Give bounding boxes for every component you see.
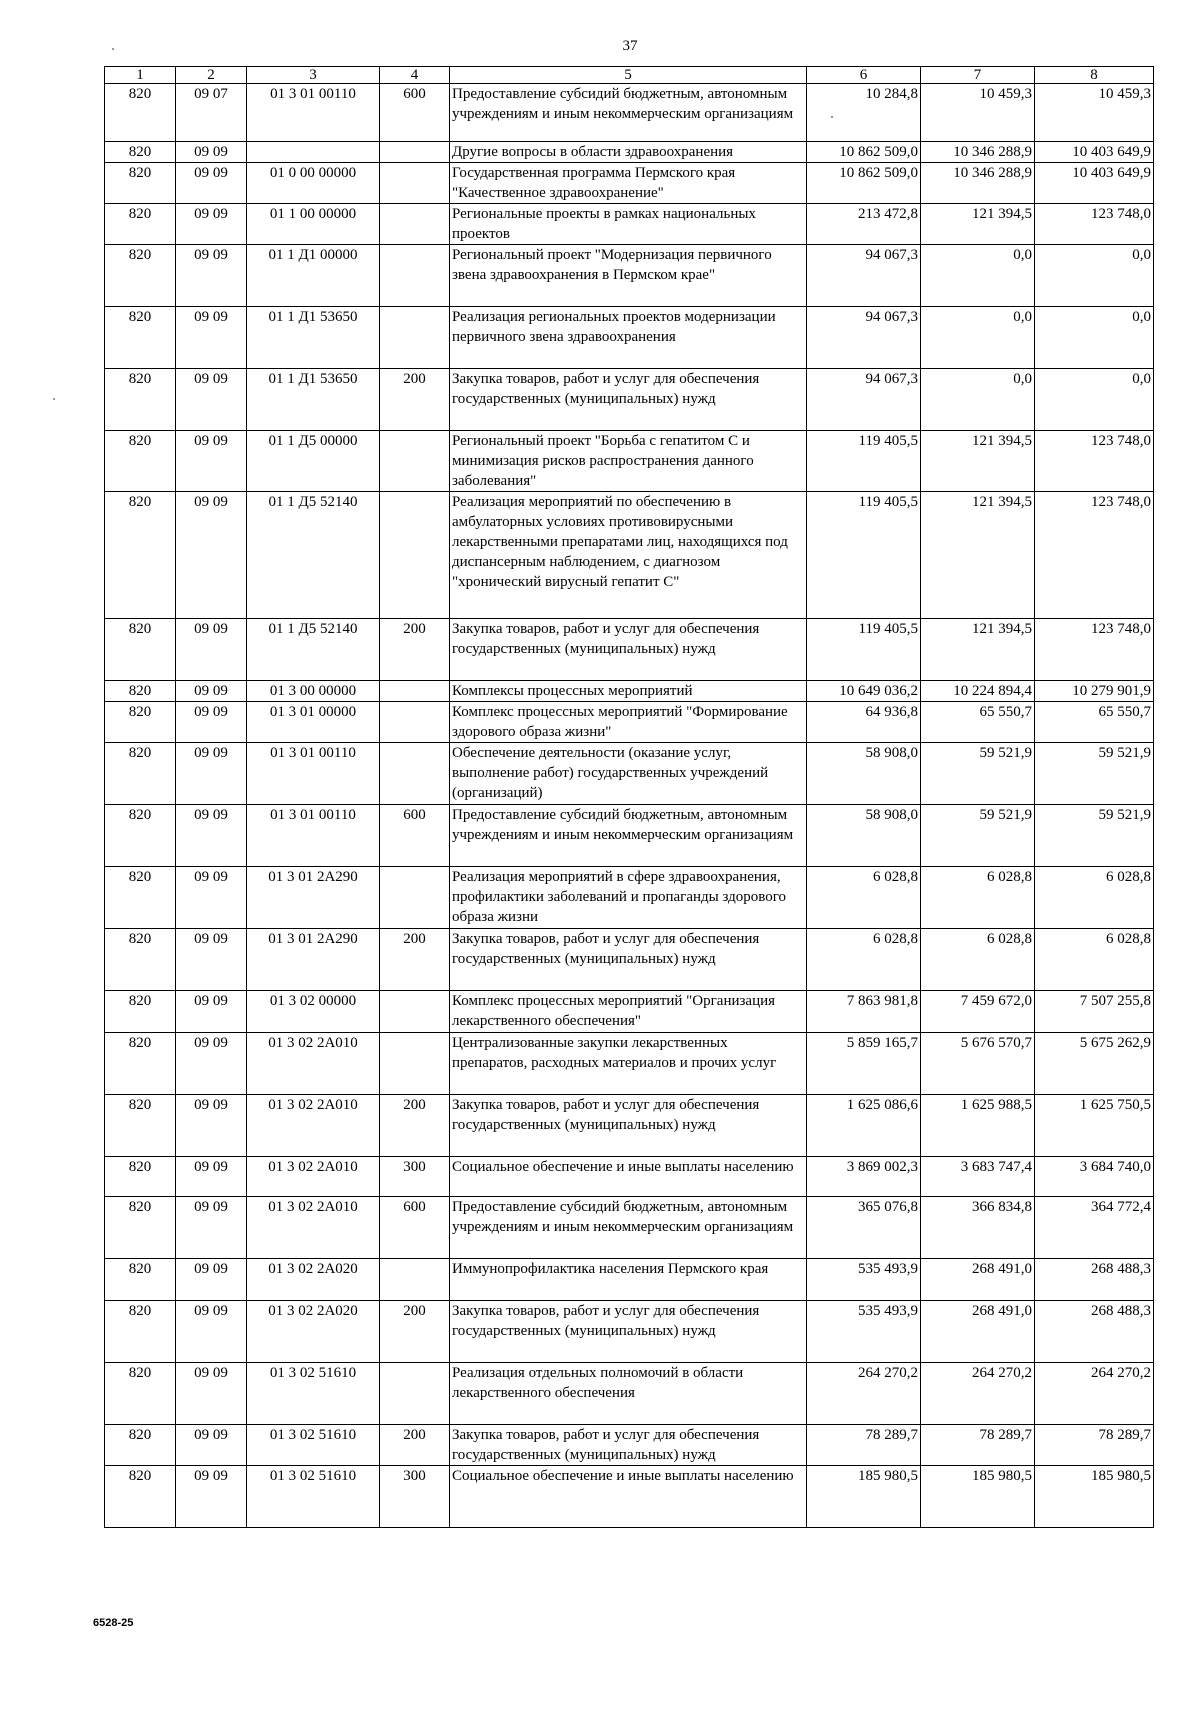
cell-description: Региональный проект "Борьба с гепатитом С и минимизация рисков распространения данного заболевания"	[450, 431, 807, 492]
table-body	[105, 84, 1154, 1528]
cell-amount-col7: 7 459 672,0	[921, 991, 1035, 1033]
cell-section-code: 09 09	[176, 1259, 247, 1301]
cell-amount-col8: 0,0	[1035, 307, 1154, 369]
cell-section-code: 09 09	[176, 681, 247, 702]
cell-section-code: 09 09	[176, 142, 247, 163]
table-row	[105, 1197, 1154, 1259]
cell-amount-col6: 264 270,2	[807, 1363, 921, 1425]
cell-admin-code: 820	[105, 307, 176, 369]
cell-expense-type: 300	[380, 1157, 450, 1197]
cell-admin-code: 820	[105, 163, 176, 204]
cell-amount-col8: 268 488,3	[1035, 1301, 1154, 1363]
cell-section-code: 09 09	[176, 929, 247, 991]
cell-section-code: 09 09	[176, 1095, 247, 1157]
table-row	[105, 163, 1154, 204]
cell-amount-col8: 123 748,0	[1035, 492, 1154, 619]
cell-expense-type: 200	[380, 369, 450, 431]
table-row	[105, 619, 1154, 681]
cell-target-article: 01 1 Д1 53650	[247, 307, 380, 369]
column-header: 2	[176, 67, 247, 84]
cell-description: Закупка товаров, работ и услуг для обеспечения государственных (муниципальных) нужд	[450, 1095, 807, 1157]
cell-target-article: 01 3 01 00110	[247, 743, 380, 805]
cell-amount-col7: 65 550,7	[921, 702, 1035, 743]
cell-expense-type	[380, 307, 450, 369]
cell-amount-col7: 3 683 747,4	[921, 1157, 1035, 1197]
cell-amount-col6: 94 067,3	[807, 369, 921, 431]
cell-amount-col8: 59 521,9	[1035, 743, 1154, 805]
cell-admin-code: 820	[105, 84, 176, 142]
cell-description: Предоставление субсидий бюджетным, автономным учреждениям и иным некоммерческим организациям	[450, 84, 807, 142]
cell-amount-col6: 10 862 509,0	[807, 142, 921, 163]
cell-admin-code: 820	[105, 1197, 176, 1259]
cell-amount-col7: 121 394,5	[921, 492, 1035, 619]
table-row	[105, 204, 1154, 245]
cell-section-code: 09 09	[176, 1301, 247, 1363]
cell-expense-type: 600	[380, 84, 450, 142]
cell-amount-col7: 10 224 894,4	[921, 681, 1035, 702]
table-row	[105, 142, 1154, 163]
cell-amount-col7: 5 676 570,7	[921, 1033, 1035, 1095]
cell-amount-col6: 213 472,8	[807, 204, 921, 245]
cell-admin-code: 820	[105, 867, 176, 929]
cell-target-article: 01 3 02 51610	[247, 1466, 380, 1528]
cell-expense-type	[380, 867, 450, 929]
cell-amount-col8: 10 459,3	[1035, 84, 1154, 142]
cell-amount-col6: 58 908,0	[807, 805, 921, 867]
cell-description: Другие вопросы в области здравоохранения	[450, 142, 807, 163]
cell-target-article: 01 3 02 2А010	[247, 1157, 380, 1197]
cell-admin-code: 820	[105, 1157, 176, 1197]
cell-section-code: 09 09	[176, 1197, 247, 1259]
cell-section-code: 09 09	[176, 1466, 247, 1528]
column-header: 3	[247, 67, 380, 84]
cell-admin-code: 820	[105, 805, 176, 867]
cell-admin-code: 820	[105, 619, 176, 681]
cell-target-article: 01 1 Д5 52140	[247, 619, 380, 681]
cell-expense-type: 600	[380, 805, 450, 867]
cell-description: Закупка товаров, работ и услуг для обеспечения государственных (муниципальных) нужд	[450, 1301, 807, 1363]
table-row	[105, 1363, 1154, 1425]
cell-description: Централизованные закупки лекарственных препаратов, расходных материалов и прочих услуг	[450, 1033, 807, 1095]
cell-expense-type	[380, 163, 450, 204]
cell-target-article: 01 3 01 00000	[247, 702, 380, 743]
cell-target-article: 01 3 01 00110	[247, 84, 380, 142]
cell-section-code: 09 09	[176, 743, 247, 805]
cell-target-article: 01 0 00 00000	[247, 163, 380, 204]
cell-section-code: 09 09	[176, 1425, 247, 1466]
cell-target-article: 01 3 01 2А290	[247, 929, 380, 991]
column-header: 1	[105, 67, 176, 84]
cell-amount-col6: 58 908,0	[807, 743, 921, 805]
cell-section-code: 09 09	[176, 369, 247, 431]
cell-amount-col7: 121 394,5	[921, 619, 1035, 681]
table-row	[105, 1425, 1154, 1466]
cell-amount-col7: 268 491,0	[921, 1301, 1035, 1363]
cell-amount-col7: 0,0	[921, 307, 1035, 369]
cell-amount-col6: 10 649 036,2	[807, 681, 921, 702]
cell-admin-code: 820	[105, 1363, 176, 1425]
cell-expense-type: 200	[380, 929, 450, 991]
cell-amount-col7: 10 346 288,9	[921, 142, 1035, 163]
cell-amount-col7: 366 834,8	[921, 1197, 1035, 1259]
cell-amount-col6: 10 284,8	[807, 84, 921, 142]
cell-amount-col8: 5 675 262,9	[1035, 1033, 1154, 1095]
cell-target-article: 01 3 02 2А010	[247, 1197, 380, 1259]
cell-target-article: 01 3 01 00110	[247, 805, 380, 867]
cell-description: Социальное обеспечение и иные выплаты населению	[450, 1466, 807, 1528]
cell-amount-col6: 6 028,8	[807, 929, 921, 991]
cell-admin-code: 820	[105, 929, 176, 991]
cell-amount-col8: 65 550,7	[1035, 702, 1154, 743]
cell-target-article: 01 1 00 00000	[247, 204, 380, 245]
cell-expense-type	[380, 492, 450, 619]
cell-target-article: 01 3 00 00000	[247, 681, 380, 702]
cell-description: Комплекс процессных мероприятий "Организация лекарственного обеспечения"	[450, 991, 807, 1033]
column-header: 4	[380, 67, 450, 84]
cell-amount-col8: 10 403 649,9	[1035, 142, 1154, 163]
table-row	[105, 84, 1154, 142]
cell-admin-code: 820	[105, 702, 176, 743]
cell-description: Закупка товаров, работ и услуг для обеспечения государственных (муниципальных) нужд	[450, 929, 807, 991]
cell-expense-type	[380, 702, 450, 743]
cell-amount-col6: 64 936,8	[807, 702, 921, 743]
cell-expense-type	[380, 142, 450, 163]
scan-speck	[53, 398, 55, 400]
cell-section-code: 09 09	[176, 307, 247, 369]
cell-admin-code: 820	[105, 1301, 176, 1363]
cell-description: Реализация мероприятий по обеспечению в амбулаторных условиях противовирусными лекарственными препаратами лиц, находящихся под диспансерным наблюдением, с диагнозом "хронический вирусный гепатит С"	[450, 492, 807, 619]
cell-amount-col6: 535 493,9	[807, 1259, 921, 1301]
cell-description: Социальное обеспечение и иные выплаты населению	[450, 1157, 807, 1197]
cell-amount-col6: 78 289,7	[807, 1425, 921, 1466]
table-row	[105, 702, 1154, 743]
table-row	[105, 245, 1154, 307]
cell-amount-col8: 10 279 901,9	[1035, 681, 1154, 702]
cell-section-code: 09 09	[176, 431, 247, 492]
cell-section-code: 09 09	[176, 1363, 247, 1425]
cell-amount-col6: 119 405,5	[807, 492, 921, 619]
cell-admin-code: 820	[105, 1466, 176, 1528]
cell-description: Предоставление субсидий бюджетным, автономным учреждениям и иным некоммерческим организациям	[450, 805, 807, 867]
cell-amount-col6: 5 859 165,7	[807, 1033, 921, 1095]
cell-section-code: 09 09	[176, 991, 247, 1033]
cell-description: Реализация мероприятий в сфере здравоохранения, профилактики заболеваний и пропаганды здорового образа жизни	[450, 867, 807, 929]
cell-description: Закупка товаров, работ и услуг для обеспечения государственных (муниципальных) нужд	[450, 619, 807, 681]
cell-admin-code: 820	[105, 1033, 176, 1095]
cell-description: Обеспечение деятельности (оказание услуг, выполнение работ) государственных учреждений (организаций)	[450, 743, 807, 805]
cell-section-code: 09 09	[176, 1157, 247, 1197]
cell-admin-code: 820	[105, 204, 176, 245]
scan-speck	[112, 48, 114, 50]
column-number-row	[105, 67, 1154, 84]
table-row	[105, 1095, 1154, 1157]
cell-amount-col8: 185 980,5	[1035, 1466, 1154, 1528]
cell-amount-col8: 123 748,0	[1035, 619, 1154, 681]
cell-admin-code: 820	[105, 245, 176, 307]
cell-expense-type: 600	[380, 1197, 450, 1259]
cell-description: Закупка товаров, работ и услуг для обеспечения государственных (муниципальных) нужд	[450, 369, 807, 431]
cell-target-article: 01 3 02 2А020	[247, 1259, 380, 1301]
cell-expense-type	[380, 1259, 450, 1301]
table-row	[105, 1157, 1154, 1197]
table-row	[105, 681, 1154, 702]
cell-amount-col7: 121 394,5	[921, 431, 1035, 492]
cell-target-article: 01 1 Д1 53650	[247, 369, 380, 431]
cell-target-article: 01 3 02 2А010	[247, 1033, 380, 1095]
cell-amount-col6: 94 067,3	[807, 245, 921, 307]
cell-description: Реализация отдельных полномочий в области лекарственного обеспечения	[450, 1363, 807, 1425]
cell-amount-col7: 10 346 288,9	[921, 163, 1035, 204]
cell-amount-col6: 119 405,5	[807, 431, 921, 492]
table-row	[105, 1466, 1154, 1528]
cell-amount-col6: 6 028,8	[807, 867, 921, 929]
table-row	[105, 492, 1154, 619]
cell-amount-col7: 1 625 988,5	[921, 1095, 1035, 1157]
cell-expense-type	[380, 991, 450, 1033]
document-code: 6528-25	[93, 1617, 134, 1629]
cell-amount-col7: 185 980,5	[921, 1466, 1035, 1528]
cell-amount-col8: 123 748,0	[1035, 204, 1154, 245]
cell-section-code: 09 09	[176, 702, 247, 743]
cell-section-code: 09 09	[176, 245, 247, 307]
cell-section-code: 09 09	[176, 805, 247, 867]
column-header: 5	[450, 67, 807, 84]
cell-amount-col8: 268 488,3	[1035, 1259, 1154, 1301]
cell-target-article: 01 3 02 51610	[247, 1363, 380, 1425]
cell-target-article: 01 1 Д5 00000	[247, 431, 380, 492]
cell-expense-type: 200	[380, 619, 450, 681]
table-row	[105, 867, 1154, 929]
cell-expense-type	[380, 1033, 450, 1095]
column-header: 7	[921, 67, 1035, 84]
cell-section-code: 09 09	[176, 492, 247, 619]
cell-target-article: 01 3 02 51610	[247, 1425, 380, 1466]
cell-section-code: 09 09	[176, 1033, 247, 1095]
cell-amount-col6: 535 493,9	[807, 1301, 921, 1363]
table-row	[105, 805, 1154, 867]
cell-admin-code: 820	[105, 492, 176, 619]
cell-amount-col8: 3 684 740,0	[1035, 1157, 1154, 1197]
cell-amount-col6: 7 863 981,8	[807, 991, 921, 1033]
cell-expense-type	[380, 431, 450, 492]
cell-description: Региональные проекты в рамках национальных проектов	[450, 204, 807, 245]
table-row	[105, 1301, 1154, 1363]
cell-amount-col8: 6 028,8	[1035, 929, 1154, 991]
cell-amount-col8: 6 028,8	[1035, 867, 1154, 929]
table-row	[105, 369, 1154, 431]
cell-description: Комплексы процессных мероприятий	[450, 681, 807, 702]
cell-expense-type: 200	[380, 1301, 450, 1363]
cell-expense-type	[380, 681, 450, 702]
cell-amount-col7: 59 521,9	[921, 805, 1035, 867]
cell-amount-col8: 59 521,9	[1035, 805, 1154, 867]
cell-target-article	[247, 142, 380, 163]
cell-amount-col8: 78 289,7	[1035, 1425, 1154, 1466]
cell-amount-col6: 365 076,8	[807, 1197, 921, 1259]
cell-admin-code: 820	[105, 431, 176, 492]
cell-amount-col7: 10 459,3	[921, 84, 1035, 142]
cell-section-code: 09 07	[176, 84, 247, 142]
cell-admin-code: 820	[105, 1425, 176, 1466]
cell-amount-col8: 0,0	[1035, 369, 1154, 431]
cell-amount-col8: 10 403 649,9	[1035, 163, 1154, 204]
cell-admin-code: 820	[105, 369, 176, 431]
cell-amount-col8: 1 625 750,5	[1035, 1095, 1154, 1157]
cell-amount-col7: 121 394,5	[921, 204, 1035, 245]
cell-target-article: 01 3 02 2А010	[247, 1095, 380, 1157]
budget-table	[104, 66, 1154, 1528]
cell-expense-type	[380, 245, 450, 307]
cell-amount-col8: 364 772,4	[1035, 1197, 1154, 1259]
cell-amount-col6: 1 625 086,6	[807, 1095, 921, 1157]
cell-description: Государственная программа Пермского края "Качественное здравоохранение"	[450, 163, 807, 204]
cell-target-article: 01 3 02 00000	[247, 991, 380, 1033]
scan-speck	[831, 116, 833, 118]
cell-section-code: 09 09	[176, 619, 247, 681]
table-row	[105, 1259, 1154, 1301]
cell-amount-col8: 123 748,0	[1035, 431, 1154, 492]
cell-admin-code: 820	[105, 743, 176, 805]
cell-description: Закупка товаров, работ и услуг для обеспечения государственных (муниципальных) нужд	[450, 1425, 807, 1466]
cell-admin-code: 820	[105, 991, 176, 1033]
cell-amount-col8: 264 270,2	[1035, 1363, 1154, 1425]
cell-expense-type: 200	[380, 1425, 450, 1466]
cell-amount-col6: 185 980,5	[807, 1466, 921, 1528]
cell-expense-type: 200	[380, 1095, 450, 1157]
column-header: 6	[807, 67, 921, 84]
cell-amount-col7: 78 289,7	[921, 1425, 1035, 1466]
cell-amount-col6: 10 862 509,0	[807, 163, 921, 204]
cell-amount-col6: 94 067,3	[807, 307, 921, 369]
cell-amount-col7: 59 521,9	[921, 743, 1035, 805]
cell-description: Предоставление субсидий бюджетным, автономным учреждениям и иным некоммерческим организациям	[450, 1197, 807, 1259]
cell-admin-code: 820	[105, 142, 176, 163]
cell-section-code: 09 09	[176, 204, 247, 245]
cell-amount-col7: 6 028,8	[921, 867, 1035, 929]
cell-amount-col8: 7 507 255,8	[1035, 991, 1154, 1033]
cell-target-article: 01 1 Д1 00000	[247, 245, 380, 307]
cell-expense-type	[380, 743, 450, 805]
cell-amount-col6: 119 405,5	[807, 619, 921, 681]
table-row	[105, 929, 1154, 991]
cell-section-code: 09 09	[176, 867, 247, 929]
page-number: 37	[622, 38, 638, 54]
cell-expense-type	[380, 204, 450, 245]
cell-amount-col7: 264 270,2	[921, 1363, 1035, 1425]
table-row	[105, 307, 1154, 369]
cell-amount-col7: 6 028,8	[921, 929, 1035, 991]
cell-amount-col8: 0,0	[1035, 245, 1154, 307]
cell-admin-code: 820	[105, 1095, 176, 1157]
cell-description: Иммунопрофилактика населения Пермского края	[450, 1259, 807, 1301]
cell-target-article: 01 3 02 2А020	[247, 1301, 380, 1363]
table-row	[105, 991, 1154, 1033]
column-header: 8	[1035, 67, 1154, 84]
cell-target-article: 01 1 Д5 52140	[247, 492, 380, 619]
table-row	[105, 743, 1154, 805]
cell-description: Реализация региональных проектов модернизации первичного звена здравоохранения	[450, 307, 807, 369]
cell-amount-col7: 0,0	[921, 245, 1035, 307]
cell-amount-col6: 3 869 002,3	[807, 1157, 921, 1197]
cell-description: Комплекс процессных мероприятий "Формирование здорового образа жизни"	[450, 702, 807, 743]
cell-expense-type: 300	[380, 1466, 450, 1528]
cell-target-article: 01 3 01 2А290	[247, 867, 380, 929]
cell-expense-type	[380, 1363, 450, 1425]
cell-admin-code: 820	[105, 681, 176, 702]
cell-amount-col7: 0,0	[921, 369, 1035, 431]
cell-section-code: 09 09	[176, 163, 247, 204]
table-row	[105, 1033, 1154, 1095]
cell-admin-code: 820	[105, 1259, 176, 1301]
table-row	[105, 431, 1154, 492]
cell-amount-col7: 268 491,0	[921, 1259, 1035, 1301]
cell-description: Региональный проект "Модернизация первичного звена здравоохранения в Пермском крае"	[450, 245, 807, 307]
